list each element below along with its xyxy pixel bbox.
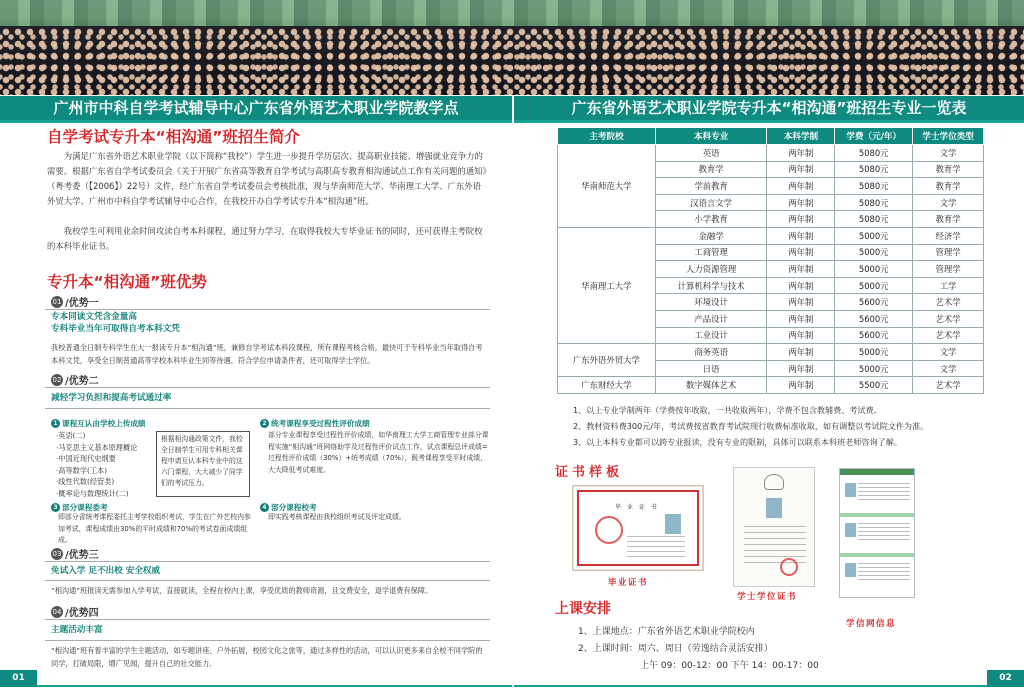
advantage-4-number: 04 (52, 607, 62, 616)
course-item: ·概率论与数理统计(二) (56, 488, 129, 498)
major-cell: 汉语言文学 (655, 194, 767, 211)
note-item: 1、以上专业学制两年（学费按年收取，一共收取两年），学费不包含教辅费、考试费。 (573, 405, 882, 415)
course-item: ·马克思主义基本原理概论 (56, 442, 138, 452)
school-cell: 华南师范大学 (558, 145, 656, 228)
point-4-body: 即实践考核课程由我校组织考试及评定成绩。 (268, 513, 406, 521)
major-cell: 日语 (655, 360, 767, 377)
advantage-3-label: /优势三 (65, 550, 99, 561)
certificate-text-lines (627, 536, 685, 558)
degree-cell: 教育学 (913, 178, 984, 195)
chsi-record-image (839, 468, 915, 598)
graduation-certificate-caption: 毕业证书 (608, 578, 649, 588)
left-header-rule (0, 120, 512, 123)
divider (45, 309, 490, 310)
degree-cell: 管理学 (913, 244, 984, 261)
advantage-4-subtitle: 主题活动丰富 (51, 625, 103, 635)
degree-cell: 艺术学 (913, 327, 984, 344)
note-item: 2、教材资料费300元/年，考试费按省教育考试院现行收费标准收取，如有调整以考试院文件为准。 (573, 421, 929, 431)
record-text-lines (858, 483, 910, 503)
advantage-1-subtitle-2: 专科毕业当年可取得自考本科文凭 (51, 324, 180, 334)
point-3-number: 3 (51, 503, 60, 512)
record-text-lines (858, 523, 910, 543)
duration-cell: 两年制 (767, 178, 835, 195)
course-item: ·高等数学(工本) (56, 465, 108, 475)
right-header-rule (514, 120, 1024, 123)
course-list (56, 430, 137, 499)
portrait-photo (845, 563, 856, 577)
duration-cell: 两年制 (767, 244, 835, 261)
group-photo-banner (0, 0, 1024, 95)
portrait-photo (845, 483, 856, 497)
table-row (558, 145, 984, 162)
portrait-photo (766, 498, 782, 518)
fee-cell: 5000元 (835, 277, 913, 294)
advantage-2-subtitle: 减轻学习负担和提高考试通过率 (51, 393, 172, 403)
certificate-samples-title: 证书样板 (555, 465, 624, 480)
record-band (840, 553, 914, 557)
degree-cell: 文学 (913, 194, 984, 211)
record-header-bar (840, 469, 914, 475)
fee-cell: 5000元 (835, 344, 913, 361)
duration-cell: 两年制 (767, 344, 835, 361)
advantage-2-heading (51, 372, 99, 387)
record-band (840, 513, 914, 517)
course-item: ·中国近现代史纲要 (56, 454, 116, 463)
duration-cell: 两年制 (767, 277, 835, 294)
divider (45, 580, 490, 581)
school-cell: 广东外语外贸大学 (558, 344, 656, 377)
emblem-icon (764, 474, 784, 490)
major-cell: 计算机科学与技术 (655, 277, 767, 294)
advantage-4-heading (51, 604, 99, 619)
crowd-faces (0, 32, 1024, 95)
advantage-4-body: “相沟通”班有着丰富的学生主题活动，如专题讲座、户外拓展，校园文化之旅等，通过多样性的活动，可以认识更多来自全校不同学院的同学，打破局限，增广见闻，提升自己的社交能力。 (51, 646, 483, 668)
duration-cell: 两年制 (767, 360, 835, 377)
advantage-1-subtitle-1: 专本同读文凭含金量高 (51, 312, 137, 322)
fee-cell: 5600元 (835, 294, 913, 311)
fee-cell: 5600元 (835, 327, 913, 344)
degree-cell: 艺术学 (913, 377, 984, 394)
advantage-3-subtitle: 免试入学 足不出校 安全权威 (51, 566, 161, 576)
fee-cell: 5080元 (835, 161, 913, 178)
major-cell: 数字媒体艺术 (655, 377, 767, 394)
point-2-body: 部分专业课程享受过程性评价成绩，如华南理工大学工商管理专业部分课程实施“相沟通”班网络助学及过程性评价试点工作，试点课程总评成绩=过程性评价成绩（30%）+统考成绩（70%），既考课程享受平时成绩，大大降低考试难度。 (268, 431, 489, 474)
major-cell: 学前教育 (655, 178, 767, 195)
duration-cell: 两年制 (767, 294, 835, 311)
advantage-2-number: 02 (52, 375, 62, 384)
degree-cell: 经济学 (913, 227, 984, 244)
major-cell: 产品设计 (655, 310, 767, 327)
advantage-1-heading (51, 294, 99, 309)
fee-cell: 5000元 (835, 261, 913, 278)
chsi-record-caption: 学信网信息 (846, 619, 897, 629)
seal-icon (780, 558, 798, 576)
table-row (558, 344, 984, 361)
fee-cell: 5500元 (835, 377, 913, 394)
advantage-1-body: 我校普通全日制专科学生在大一报读专升本“相沟通”班，兼修自学考试本科段课程，所有课程考核合格，最快可于专科毕业当年取得自考本科文凭，享受全日制普通高等学校本科毕业生同等待遇，符合学位申请条件者，还可取得学士学位。 (51, 343, 483, 365)
note-item: 3、以上本科专业都可以跨专业报读，没有专业的限制，具体可以联系本科班老师咨询了解。 (573, 437, 902, 447)
advantage-1-number: 01 (52, 297, 62, 306)
point-4-title-text: 部分课程校考 (271, 503, 317, 512)
degree-cell: 管理学 (913, 261, 984, 278)
col-header-fee: 学费（元/年） (835, 128, 913, 145)
degree-cell: 文学 (913, 145, 984, 162)
certificate-heading: 毕 业 证 书 (615, 504, 659, 511)
major-cell: 金融学 (655, 227, 767, 244)
degree-certificate-caption: 学士学位证书 (737, 592, 798, 602)
school-cell: 广东财经大学 (558, 377, 656, 394)
fee-cell: 5080元 (835, 145, 913, 162)
divider (45, 561, 490, 562)
major-cell: 人力资源管理 (655, 261, 767, 278)
divider (45, 408, 490, 409)
col-header-major: 本科专业 (655, 128, 767, 145)
col-header-duration: 本科学制 (767, 128, 835, 145)
fee-cell: 5080元 (835, 211, 913, 228)
majors-table (557, 127, 984, 394)
degree-certificate-image (733, 467, 815, 587)
duration-cell: 两年制 (767, 227, 835, 244)
advantage-3-number: 03 (52, 549, 62, 558)
footer-rule (37, 685, 512, 687)
fee-cell: 5600元 (835, 310, 913, 327)
major-cell: 工业设计 (655, 327, 767, 344)
major-cell: 工商管理 (655, 244, 767, 261)
schedule-time: 2、上课时间：周六、周日（劳逸结合灵活安排） (578, 644, 773, 654)
course-item: ·英语(二) (56, 431, 86, 440)
divider (45, 640, 490, 641)
duration-cell: 两年制 (767, 310, 835, 327)
intro-title: 自学考试专升本“相沟通”班招生简介 (47, 128, 300, 146)
point-1-number: 1 (51, 419, 60, 428)
portrait-photo (845, 523, 856, 537)
graduation-certificate-image (572, 485, 704, 571)
fee-cell: 5000元 (835, 244, 913, 261)
table-row (558, 227, 984, 244)
intro-paragraph-2: 我校学生可利用业余时间攻读自考本科课程，通过努力学习，在取得我校大专毕业证书的同时，还可获得主考院校的本科毕业证书。 (47, 226, 483, 251)
major-cell: 英语 (655, 145, 767, 162)
point-1-title-text: 课程互认由学校上传成绩 (62, 419, 146, 428)
seal-icon (595, 516, 623, 544)
col-header-school: 主考院校 (558, 128, 656, 145)
table-row (558, 377, 984, 394)
fee-cell: 5000元 (835, 227, 913, 244)
degree-cell: 教育学 (913, 211, 984, 228)
duration-cell: 两年制 (767, 194, 835, 211)
degree-cell: 教育学 (913, 161, 984, 178)
left-header: 广州市中科自学考试辅导中心广东省外语艺术职业学院教学点 (0, 96, 512, 120)
point-2-title-text: 统考课程享受过程性评价成绩 (271, 419, 370, 428)
degree-cell: 艺术学 (913, 294, 984, 311)
duration-cell: 两年制 (767, 161, 835, 178)
degree-cell: 艺术学 (913, 310, 984, 327)
fee-cell: 5080元 (835, 194, 913, 211)
right-header: 广东省外语艺术职业学院专升本“相沟通”班招生专业一览表 (514, 96, 1024, 120)
divider (45, 619, 490, 620)
major-cell: 小学教育 (655, 211, 767, 228)
degree-cell: 文学 (913, 344, 984, 361)
duration-cell: 两年制 (767, 145, 835, 162)
schedule-location: 1、上课地点：广东省外语艺术职业学院校内 (578, 627, 755, 637)
major-cell: 教育学 (655, 161, 767, 178)
schedule-hours: 上午 09：00-12：00 下午 14：00-17：00 (640, 661, 819, 671)
duration-cell: 两年制 (767, 261, 835, 278)
table-header-row (558, 128, 984, 145)
table-body (558, 145, 984, 394)
advantage-4-label: /优势四 (65, 608, 99, 619)
duration-cell: 两年制 (767, 377, 835, 394)
duration-cell: 两年制 (767, 211, 835, 228)
fee-cell: 5080元 (835, 178, 913, 195)
point-3-body: 即部分省统考课程委托主考学校组织考试，学生在广外艺校内参加考试，课程成绩由30%的平时成绩和70%的考试卷面成绩组成。 (58, 513, 251, 544)
intro-paragraph-1: 为满足广东省外语艺术职业学院（以下简称“我校”）学生进一步提升学历层次、提高职业技能、增强就业竞争力的需要。根据广东省自学考试委员会《关于开展广东省高等教育自学考试与高职高专教育相沟通试点工作有关问题的通知》（粤考委（【2006】）22号）文件，经广东省自学考试委员会考核批准，现与华南师范大学、华南理工大学、广东外语外贸大学、广州市中科自学考试辅导中心合作，在我校开办自学考试专升本“相沟通”班。 (47, 151, 487, 206)
col-header-degree: 学士学位类型 (913, 128, 984, 145)
point-2-number: 2 (260, 419, 269, 428)
footer-rule (514, 685, 987, 687)
point-2-title (260, 418, 370, 429)
advantage-1-label: /优势一 (65, 298, 99, 309)
degree-cell: 工学 (913, 277, 984, 294)
portrait-photo (665, 514, 681, 534)
advantage-3-body: “相沟通”班报读无需参加入学考试，直接就读，全程在校内上课，享受优质的教师资源，且交费安全，退学退费有保障。 (51, 586, 433, 595)
divider (45, 387, 490, 388)
course-note-box: 根据相沟通政策文件，我校全日制学生可用专科相关课程申请互认本科专业中的这六门课程，大大减少了同学们的考试压力。 (156, 431, 250, 497)
major-cell: 商务英语 (655, 344, 767, 361)
table-notes (573, 402, 928, 450)
advantages-title: 专升本“相沟通”班优势 (47, 273, 207, 291)
fee-cell: 5000元 (835, 360, 913, 377)
major-cell: 环境设计 (655, 294, 767, 311)
point-3-title-text: 部分课程委考 (62, 503, 108, 512)
page-number-left: 01 (0, 670, 37, 687)
degree-cell: 文学 (913, 360, 984, 377)
course-item: ·线性代数(经管类) (56, 477, 115, 486)
duration-cell: 两年制 (767, 327, 835, 344)
school-cell: 华南理工大学 (558, 227, 656, 343)
record-text-lines (858, 563, 910, 583)
advantage-3-heading (51, 546, 99, 561)
point-4-number: 4 (260, 503, 269, 512)
page-number-right: 02 (987, 670, 1024, 687)
point-1-title (51, 418, 146, 429)
advantage-2-label: /优势二 (65, 376, 99, 387)
schedule-title: 上课安排 (555, 601, 611, 617)
